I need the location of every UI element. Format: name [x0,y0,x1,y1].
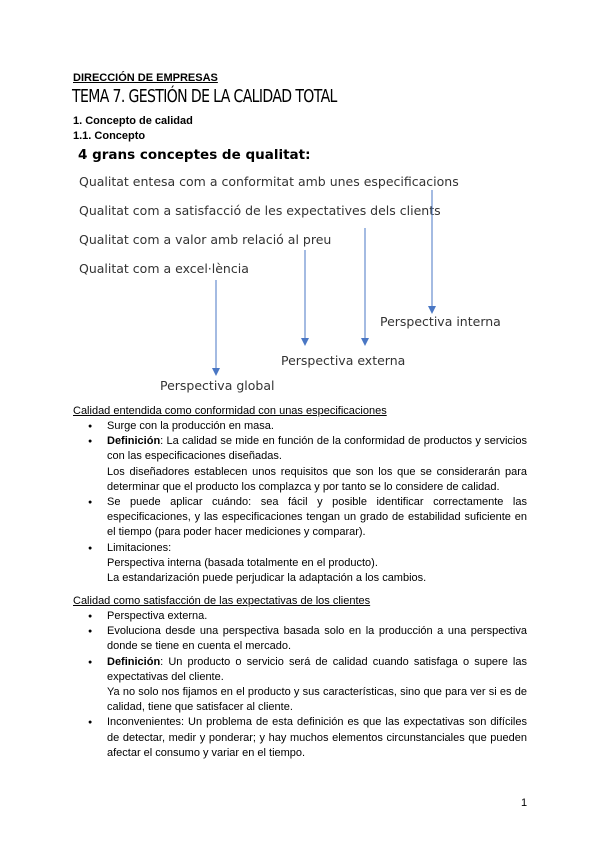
diagram-line-excellencia: Qualitat com a excel·lència [79,261,249,276]
diagram-arrows [0,0,600,400]
perspective-interna: Perspectiva interna [380,314,501,329]
section-a-list [73,419,527,586]
perspective-externa: Perspectiva externa [281,353,406,368]
list-item: ● Surge con la producción en masa. [73,419,527,434]
tema-title: TEMA 7. GESTIÓN DE LA CALIDAD TOTAL [72,86,337,107]
diagram-line-valor: Qualitat com a valor amb relació al preu [79,232,332,247]
subject-title: DIRECCIÓN DE EMPRESAS [73,72,218,84]
diagram-line-satisfaccio: Qualitat com a satisfacció de les expectatives dels clients [79,203,441,218]
diagram-line-conformitat: Qualitat entesa com a conformitat amb unes especificacions [79,174,459,189]
list-item: ● Se puede aplicar cuándo: sea fácil y posible identificar correctamente las especificaciones, y las especificaciones tengan un grado de estabilidad suficiente en el tiempo (para poder hacer mediciones y comparar). [73,495,527,541]
list-item: ● Inconvenientes: Un problema de esta definición es que las expectativas son difíciles de detectar, medir y ponderar; y hay muchos elementos circunstanciales que pueden afectar el consumo y variar en el tiempo. [73,715,527,761]
section-a-title: Calidad entendida como conformidad con unas especificaciones [73,405,387,417]
subsection-heading: 1.1. Concepto [73,130,146,142]
diagram-title: 4 grans conceptes de qualitat: [78,147,311,163]
section-b-list [73,609,527,761]
list-item: ● Perspectiva externa. [73,609,527,624]
list-item: ● Definición: La calidad se mide en función de la conformidad de productos y servicios con las especificaciones diseñadas. Los diseñadores establecen unos requisitos que son los que se considerarán para determinar que el producto los complazca y por tanto se lo considere de calidad. [73,434,527,495]
list-item: ● Evoluciona desde una perspectiva basada solo en la producción a una perspectiva donde se tiene en cuenta el mercado. [73,624,527,654]
list-item: ● Limitaciones: Perspectiva interna (basada totalmente en el producto). La estandarización puede perjudicar la adaptación a los cambios. [73,541,527,587]
perspective-global: Perspectiva global [160,378,275,393]
section-heading: 1. Concepto de calidad [73,115,193,127]
list-item: ● Definición: Un producto o servicio será de calidad cuando satisfaga o supere las expectativas del cliente. Ya no solo nos fijamos en el producto y sus características, sino que para ver si es de calidad, tiene que satisfacer al cliente. [73,655,527,716]
section-b-title: Calidad como satisfacción de las expectativas de los clientes [73,595,371,607]
page-number: 1 [521,797,528,809]
